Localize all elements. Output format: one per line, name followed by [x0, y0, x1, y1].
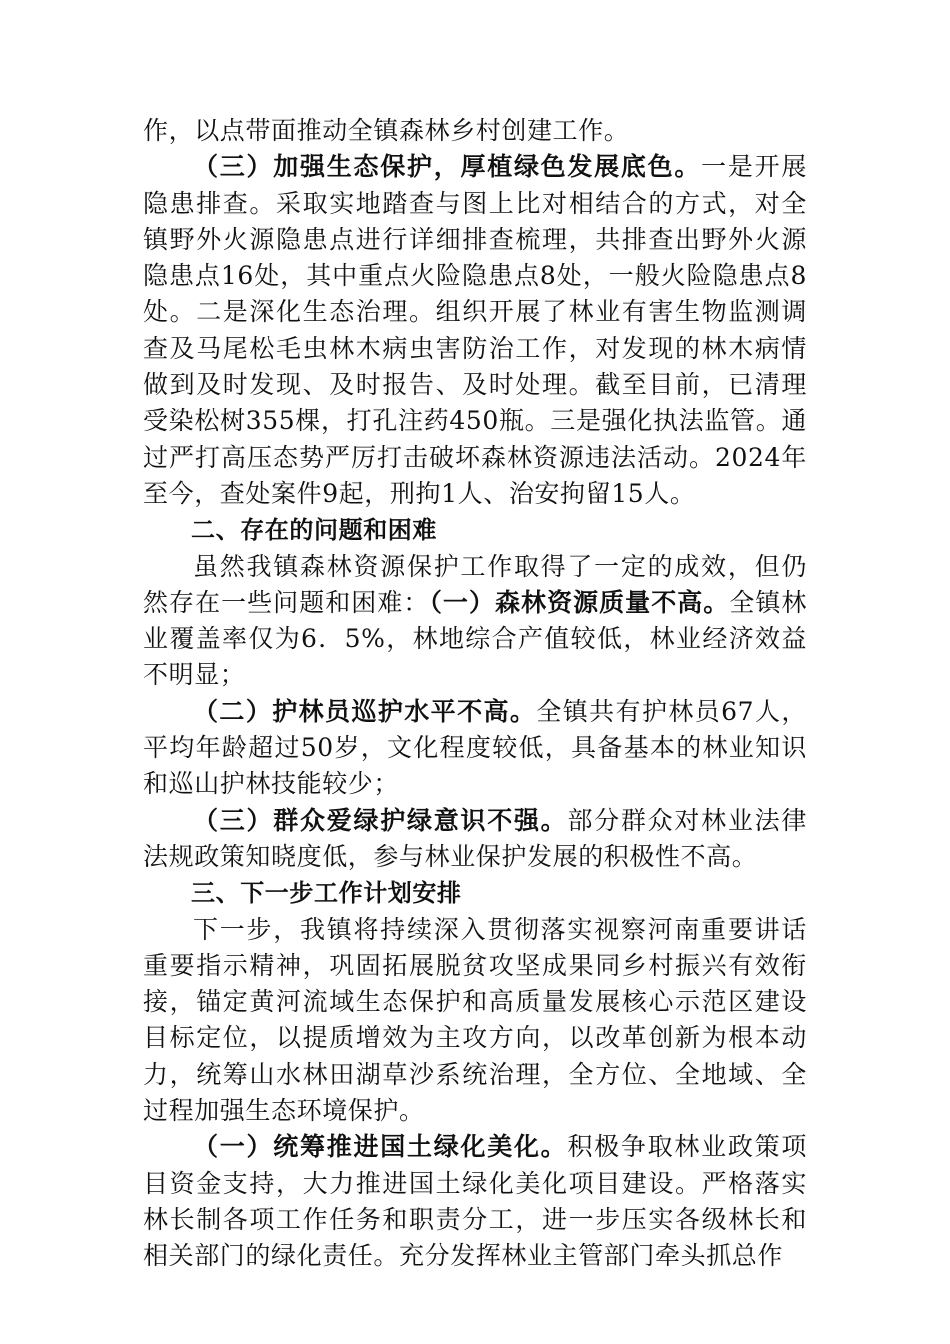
- paragraph-next-steps-intro: [143, 912, 807, 1130]
- paragraph-lead: （三）加强生态保护，厚植绿色发展底色。: [193, 152, 702, 182]
- section-heading-next-steps: 三、下一步工作计划安排: [191, 879, 462, 908]
- section-heading-problems: 二、存在的问题和困难: [191, 516, 437, 545]
- paragraph-ecology-protection: [143, 149, 807, 512]
- paragraph-text: 全镇共有护林员67人，平均年龄超过50岁，文化程度较低，具备基本的林业知识和巡山护林技能较少；: [143, 696, 807, 799]
- paragraph-continuation: [143, 113, 807, 149]
- paragraph-lead: （一）统筹推进国土绿化美化。: [193, 1132, 568, 1162]
- paragraph-problems-1: [143, 549, 807, 694]
- paragraph-text: 全镇林业覆盖率仅为6．5%，林地综合产值较低，林业经济效益不明显；: [143, 587, 807, 690]
- paragraph-problems-3: [143, 803, 807, 876]
- paragraph-text: 一是开展隐患排查。采取实地踏查与图上比对相结合的方式，对全镇野外火源隐患点进行详细排查梳理，共排查出野外火源隐患点16处，其中重点火险隐患点8处，一般火险隐患点8处。二是深化生态治理。组织开展了林业有害生物监测调查及马尾松毛虫林木病虫害防治工作，对发现的林木病情做到及时发现、及时报告、及时处理。截至目前，已清理受染松树355棵，打孔注药450瓶。三是强化执法监管。通过严打高压态势严厉打击破坏森林资源违法活动。2024年至今，查处案件9起，刑拘1人、治安拘留15人。: [143, 152, 807, 508]
- paragraph-problems-2: [143, 694, 807, 803]
- paragraph-lead: （二）护林员巡护水平不高。: [193, 696, 537, 726]
- document-body: [143, 113, 807, 1275]
- paragraph-greening: [143, 1129, 807, 1274]
- paragraph-lead: （三）群众爱绿护绿意识不强。: [193, 805, 568, 835]
- paragraph-text: 作，以点带面推动全镇森林乡村创建工作。: [143, 116, 630, 145]
- paragraph-text: 下一步，我镇将持续深入贯彻落实视察河南重要讲话重要指示精神，巩固拓展脱贫攻坚成果同乡村振兴有效衔接，锚定黄河流域生态保护和高质量发展核心示范区建设目标定位，以提质增效为主攻方向，以改革创新为根本动力，统筹山水林田湖草沙系统治理，全方位、全地域、全过程加强生态环境保护。: [143, 914, 807, 1126]
- paragraph-text: 部分群众对林业法律法规政策知晓度低，参与林业保护发展的积极性不高。: [143, 805, 807, 871]
- paragraph-text: 积极争取林业政策项目资金支持，大力推进国土绿化美化项目建设。严格落实林长制各项工作任务和职责分工，进一步压实各级林长和相关部门的绿化责任。充分发挥林业主管部门牵头抓总作: [143, 1132, 807, 1271]
- paragraph-text: 虽然我镇森林资源保护工作取得了一定的成效，但仍然存在一些问题和困难：: [143, 551, 807, 617]
- paragraph-lead: （一）森林资源质量不高。: [429, 587, 730, 617]
